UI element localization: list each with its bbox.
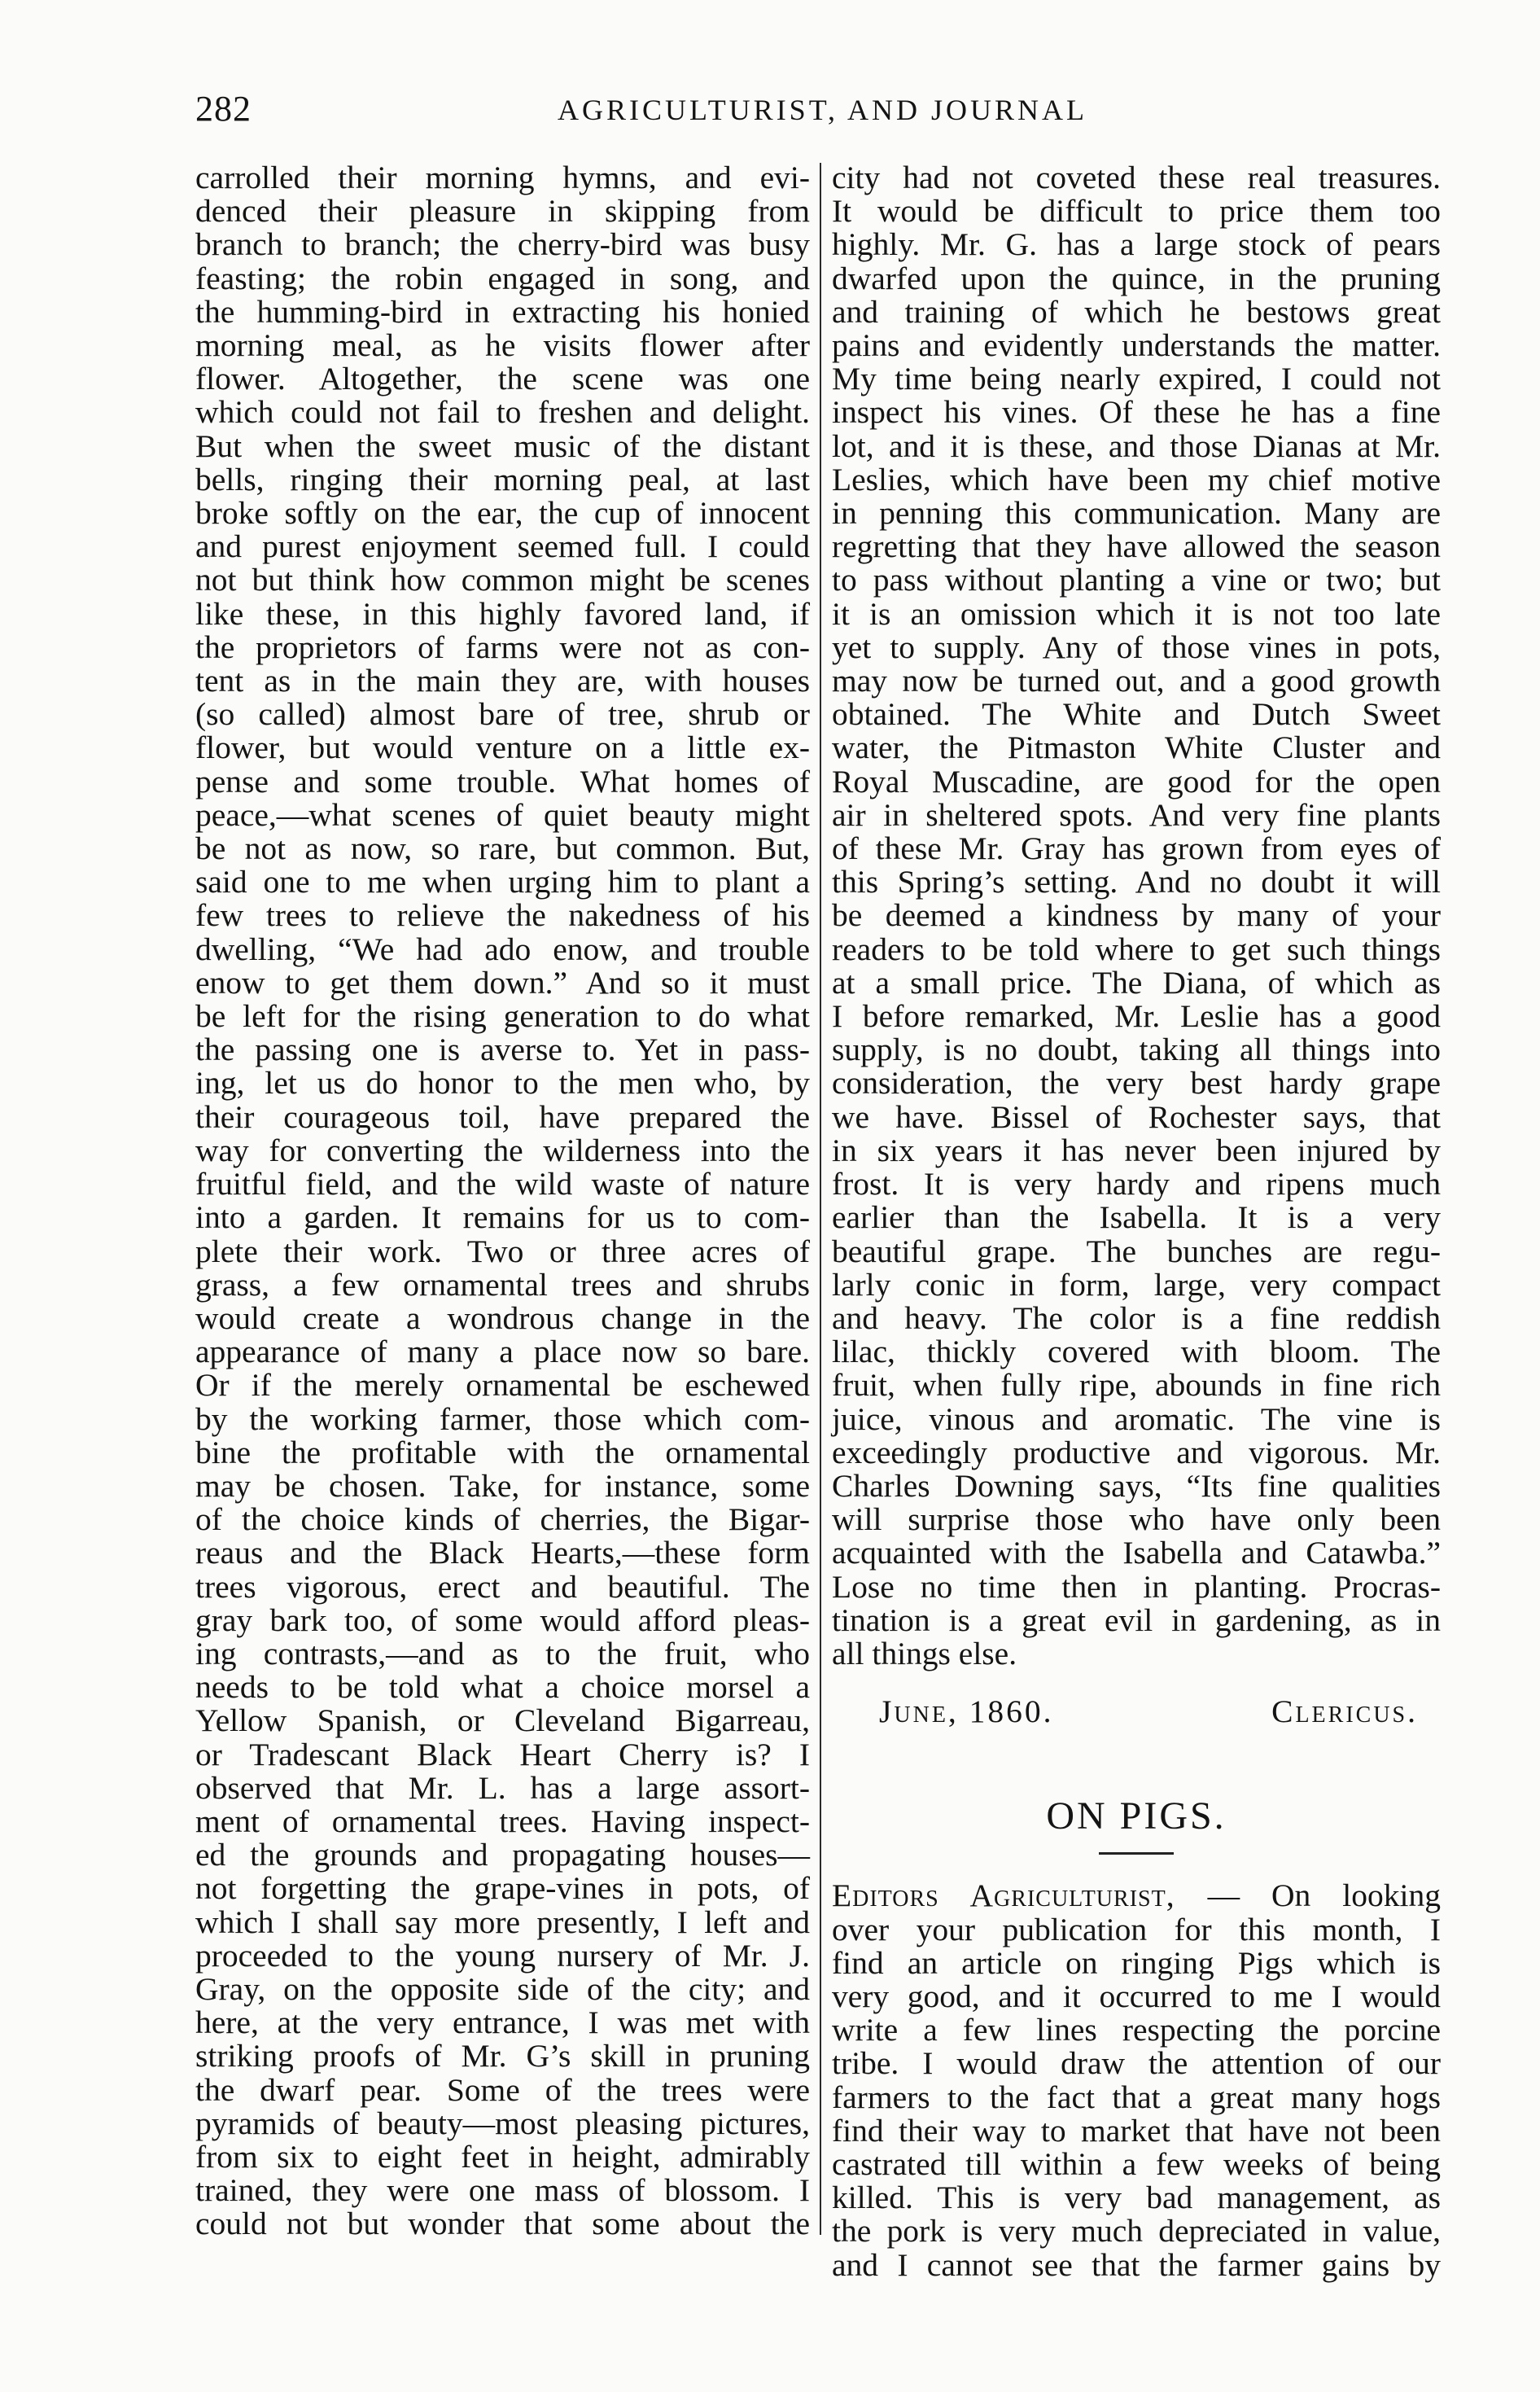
text-line: flower, but would venture on a little ex-	[195, 729, 810, 766]
text-line: pyramids of beauty—most pleasing pictures,	[195, 2105, 810, 2141]
signoff-date: June, 1860.	[879, 1693, 1054, 1730]
text-line: into a garden. It remains for us to com-	[195, 1199, 810, 1236]
text-line: and I cannot see that the farmer gains by	[832, 2246, 1441, 2283]
text-line: regretting that they have allowed the season	[832, 528, 1441, 565]
text-line: trees vigorous, erect and beautiful. The	[195, 1568, 810, 1605]
signoff	[832, 1671, 1441, 1728]
text-line: fruit, when fully ripe, abounds in fine rich	[832, 1367, 1441, 1404]
text-line: morning meal, as he visits flower after	[195, 327, 810, 364]
salutation-line	[832, 1879, 1441, 1912]
text-line: over your publication for this month, I	[832, 1911, 1441, 1947]
text-line: at a small price. The Diana, of which as	[832, 964, 1441, 1001]
text-line: lot, and it is these, and those Dianas at Mr.	[832, 427, 1441, 464]
article-body-pigs	[832, 1879, 1441, 2281]
text-line: trained, they were one mass of blossom. I	[195, 2172, 810, 2209]
text-line: of the choice kinds of cherries, the Bigar-	[195, 1501, 810, 1538]
text-line: all things else.	[832, 1635, 1017, 1671]
text-line: pains and evidently understands the matter.	[832, 327, 1441, 364]
page-header	[195, 88, 1441, 137]
text-line: very good, and it occurred to me I would	[832, 1978, 1441, 2014]
text-line: grass, a few ornamental trees and shrubs	[195, 1266, 810, 1303]
text-line: acquainted with the Isabella and Catawba.”	[832, 1535, 1441, 1571]
text-line: branch to branch; the cherry-bird was busy	[195, 226, 810, 263]
text-line: and purest enjoyment seemed full. I could	[195, 528, 810, 565]
text-line: appearance of many a place now so bare.	[195, 1334, 810, 1370]
text-line: castrated till within a few weeks of being	[832, 2145, 1441, 2182]
text-line: denced their pleasure in skipping from	[195, 193, 810, 230]
text-line: inspect his vines. Of these he has a fine	[832, 394, 1441, 431]
text-line: and heavy. The color is a fine reddish	[832, 1299, 1441, 1336]
text-line: be deemed a kindness by many of your	[832, 897, 1441, 934]
title-rule	[1099, 1852, 1174, 1855]
text-line: here, at the very entrance, I was met with	[195, 2004, 810, 2041]
text-line: may now be turned out, and a good growth	[832, 663, 1441, 699]
text-line: proceeded to the young nursery of Mr. J.	[195, 1937, 810, 1974]
text-line: to pass without planting a vine or two; but	[832, 562, 1441, 598]
text-line: the pork is very much depreciated in value,	[832, 2213, 1441, 2250]
text-line: and training of which he bestows great	[832, 293, 1441, 330]
text-line: said one to me when urging him to plant a	[195, 864, 810, 900]
text-line: yet to supply. Any of those vines in pots,	[832, 629, 1441, 665]
text-line: could not but wonder that some about the	[195, 2206, 810, 2242]
text-line: carrolled their morning hymns, and evi-	[195, 160, 810, 195]
text-line: dwelling, “We had ado enow, and trouble	[195, 931, 810, 967]
text-line: the passing one is averse to. Yet in pass-	[195, 1032, 810, 1068]
text-line: air in sheltered spots. And very fine plants	[832, 796, 1441, 833]
text-line: earlier than the Isabella. It is a very	[832, 1199, 1441, 1236]
text-line: tribe. I would draw the attention of our	[832, 2045, 1441, 2082]
text-line: ed the grounds and propagating houses—	[195, 1837, 810, 1873]
text-line: by the working farmer, those which com-	[195, 1400, 810, 1437]
text-line: flower. Altogether, the scene was one	[195, 361, 810, 397]
text-line: Royal Muscadine, are good for the open	[832, 763, 1441, 800]
text-line: broke softly on the ear, the cup of innocent	[195, 495, 810, 532]
text-line: (so called) almost bare of tree, shrub or	[195, 696, 810, 733]
text-line: Gray, on the opposite side of the city; and	[195, 1970, 810, 2007]
article-continuation	[832, 161, 1441, 1671]
signoff-signature: Clericus.	[1271, 1693, 1418, 1730]
text-line: My time being nearly expired, I could not	[832, 361, 1441, 397]
text-line: find their way to market that have not been	[832, 2112, 1441, 2149]
text-line: frost. It is very hardy and ripens much	[832, 1166, 1441, 1203]
text-line: But when the sweet music of the distant	[195, 427, 810, 464]
text-line: plete their work. Two or three acres of	[195, 1233, 810, 1269]
text-line: feasting; the robin engaged in song, and	[195, 260, 810, 296]
text-line: larly conic in form, large, very compact	[832, 1266, 1441, 1303]
text-line: exceedingly productive and vigorous. Mr.	[832, 1434, 1441, 1470]
text-line: Leslies, which have been my chief motive	[832, 461, 1441, 497]
salutation: Editors Agriculturist,	[832, 1877, 1208, 1914]
text-line: farmers to the fact that a great many hogs	[832, 2079, 1441, 2115]
text-line: which could not fail to freshen and delight.	[195, 394, 810, 431]
text-line: be left for the rising generation to do what	[195, 998, 810, 1035]
text-line: supply, is no doubt, taking all things into	[832, 1032, 1441, 1068]
text-line: observed that Mr. L. has a large assort-	[195, 1769, 810, 1806]
text-line: consideration, the very best hardy grape	[832, 1065, 1441, 1102]
text-line: It would be difficult to price them too	[832, 193, 1441, 230]
text-line: the proprietors of farms were not as con-	[195, 629, 810, 665]
text-line: tination is a great evil in gardening, as in	[832, 1601, 1441, 1638]
text-line: striking proofs of Mr. G’s skill in pruning	[195, 2038, 810, 2074]
text-line: juice, vinous and aromatic. The vine is	[832, 1400, 1441, 1437]
text-line: way for converting the wilderness into the	[195, 1132, 810, 1168]
text-line: ing contrasts,—and as to the fruit, who	[195, 1635, 810, 1671]
text-line: this Spring’s setting. And no doubt it will	[832, 864, 1441, 900]
text-line: Or if the merely ornamental be eschewed	[195, 1367, 810, 1404]
text-line: like these, in this highly favored land, if	[195, 595, 810, 632]
right-column	[832, 161, 1441, 2282]
text-line: needs to be told what a choice morsel a	[195, 1669, 810, 1706]
text-line: will surprise those who have only been	[832, 1501, 1441, 1538]
text-line: pense and some trouble. What homes of	[195, 763, 810, 800]
text-line: write a few lines respecting the porcine	[832, 2012, 1441, 2048]
text-line: city had not coveted these real treasures.	[832, 160, 1441, 195]
text-line: tent as in the main they are, with houses	[195, 663, 810, 699]
text-line: find an article on ringing Pigs which is	[832, 1944, 1441, 1981]
text-line: in six years it has never been injured by	[832, 1132, 1441, 1168]
column-divider	[820, 163, 821, 2235]
text-line: from six to eight feet in height, admirably	[195, 2138, 810, 2175]
text-line: obtained. The White and Dutch Sweet	[832, 696, 1441, 733]
text-line: gray bark too, of some would afford pleas-	[195, 1601, 810, 1638]
text-line: not forgetting the grape-vines in pots, of	[195, 1870, 810, 1907]
text-line: not but think how common might be scenes	[195, 562, 810, 598]
text-line: beautiful grape. The bunches are regu-	[832, 1233, 1441, 1269]
text-line: Lose no time then in planting. Procras-	[832, 1568, 1441, 1605]
text-line: reaus and the Black Hearts,—these form	[195, 1535, 810, 1571]
text-line: bells, ringing their morning peal, at last	[195, 461, 810, 497]
text-line: water, the Pitmaston White Cluster and	[832, 729, 1441, 766]
text-line: may be chosen. Take, for instance, some	[195, 1467, 810, 1504]
text-line: killed. This is very bad management, as	[832, 2180, 1441, 2216]
text-line: in penning this communication. Many are	[832, 495, 1441, 532]
text-line: dwarfed upon the quince, in the pruning	[832, 260, 1441, 296]
text-line: bine the profitable with the ornamental	[195, 1434, 810, 1470]
text-line: of these Mr. Gray has grown from eyes of	[832, 830, 1441, 867]
text-line: ing, let us do honor to the men who, by	[195, 1065, 810, 1102]
text-line: ment of ornamental trees. Having inspect-	[195, 1803, 810, 1839]
text-line: their courageous toil, have prepared the	[195, 1098, 810, 1135]
text-line: Charles Downing says, “Its fine qualities	[832, 1467, 1441, 1504]
text-line: the humming-bird in extracting his honied	[195, 293, 810, 330]
text-line: which I shall say more presently, I left and	[195, 1904, 810, 1940]
text-line: few trees to relieve the nakedness of his	[195, 897, 810, 934]
text-line: it is an omission which it is not too late	[832, 595, 1441, 632]
text-line: Yellow Spanish, or Cleveland Bigarreau,	[195, 1702, 810, 1739]
text-line: be not as now, so rare, but common. But,	[195, 830, 810, 867]
page-number: 282	[195, 89, 252, 129]
text-line: the dwarf pear. Some of the trees were	[195, 2071, 810, 2108]
article-title: ON PIGS.	[1046, 1794, 1227, 1838]
text-line: peace,—what scenes of quiet beauty might	[195, 796, 810, 833]
text-line: I before remarked, Mr. Leslie has a good	[832, 998, 1441, 1035]
text-line: enow to get them down.” And so it must	[195, 964, 810, 1001]
text-line: we have. Bissel of Rochester says, that	[832, 1098, 1441, 1135]
left-column	[195, 161, 810, 2241]
text-line: — On looking	[1207, 1877, 1441, 1914]
running-head: AGRICULTURIST, AND JOURNAL	[558, 94, 1088, 126]
text-line: lilac, thickly covered with bloom. The	[832, 1334, 1441, 1370]
text-line: would create a wondrous change in the	[195, 1299, 810, 1336]
text-line: readers to be told where to get such things	[832, 931, 1441, 967]
text-line: highly. Mr. G. has a large stock of pears	[832, 226, 1441, 263]
text-line: or Tradescant Black Heart Cherry is? I	[195, 1736, 810, 1772]
text-line: fruitful field, and the wild waste of nature	[195, 1166, 810, 1203]
